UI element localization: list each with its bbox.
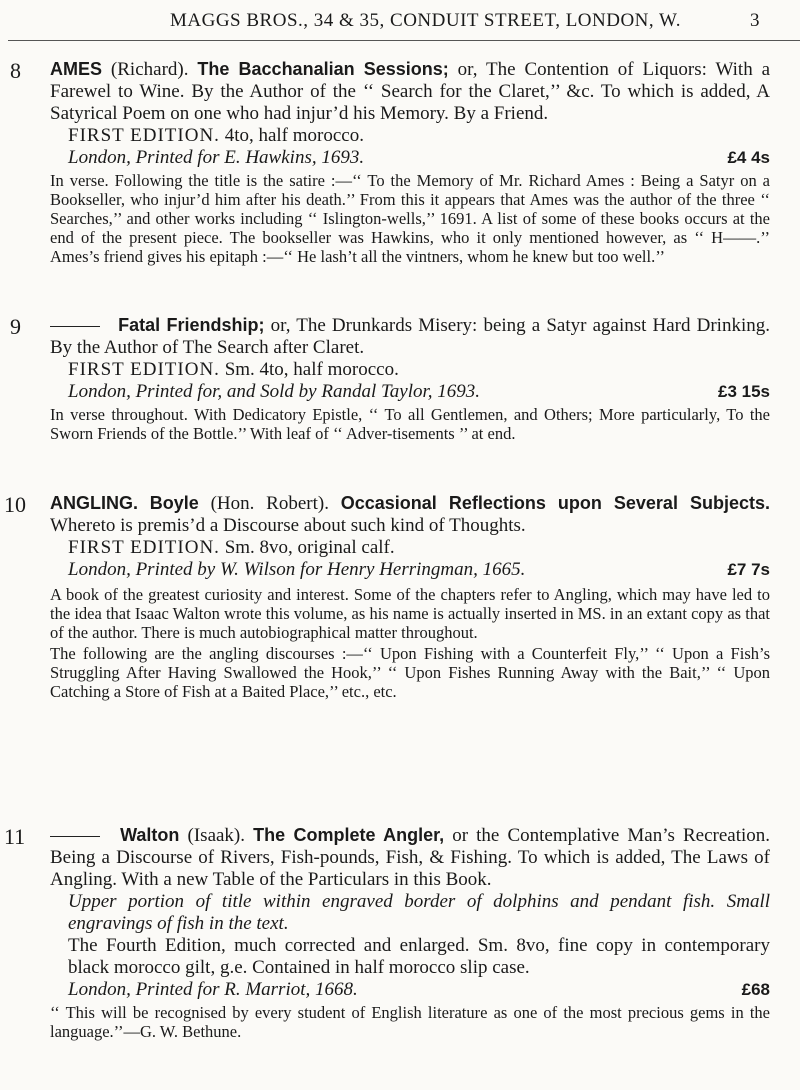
author-name: Boyle [149,493,199,513]
book-title: The Complete Angler, [253,825,445,845]
author-name: Walton [120,825,180,845]
header-rule [8,40,800,41]
book-title-rest: Whereto is premis’d a Discourse about such kind of Thoughts. [50,515,526,536]
edition: FIRST EDITION. [68,359,220,380]
entry-note: In verse throughout. With Dedicatory Epistle, ‘‘ To all Gentlemen, and Others; More particularly, To the Sworn Friends of the Bottle.’’ With leaf of ‘‘ Adver-tisements ’’ at end. [50,405,770,443]
book-title: Fatal Friendship; [118,315,265,335]
book-title: The Bacchanalian Sessions; [197,59,449,79]
book-title: Occasional Reflections upon Several Subjects. [340,493,770,513]
ditto-dash [50,326,100,327]
author-detail: (Hon. Robert). [210,493,329,514]
format: Sm. 4to, half morocco. [224,359,399,380]
ditto-dash [50,836,100,837]
entry-body [50,492,770,701]
author-detail: (Richard). [110,59,189,80]
author-name: AMES [50,59,103,79]
running-header [170,10,760,32]
entry-number: 10 [4,492,26,517]
entry-body [50,314,770,443]
entry-note-2: The following are the angling discourses :—‘‘ Upon Fishing with a Counterfeit Fly,’’ ‘‘ Upon a Fish’s Struggling After Having Swallowed the Hook,’’ ‘‘ Upon Fishes Running Away with the Bait,’’ ‘‘ Upon Catching a Store of Fish at a Baited Place,’’ etc., etc. [50,644,770,701]
book-description: Upper portion of title within engraved border of dolphins and pendant fish. Small engravings of fish in the text. [68,891,770,934]
imprint: London, Printed for, and Sold by Randal Taylor, 1693. [68,381,481,402]
entry-note: In verse. Following the title is the satire :—‘‘ To the Memory of Mr. Richard Ames : Being a Satyr on a Bookseller, who injur’d him after his death.’’ From this it appears that Ames was the author of the three ‘‘ Searches,’’ and other works including ‘‘ Islington-wells,’’ 1691. A list of some of these books occurs at the end of the present piece. The bookseller was Hawkins, who it only mentioned however, as ‘‘ H——.’’ Ames’s friend gives his epitaph :—‘‘ He lash’t all the vintners, whom he knew but too well.’’ [50,171,770,266]
imprint: London, Printed by W. Wilson for Henry Herringman, 1665. [68,559,526,580]
entry-body [50,58,770,266]
imprint: London, Printed for R. Marriot, 1668. [68,979,358,1000]
entry-note: A book of the greatest curiosity and interest. Some of the chapters refer to Angling, which may have led to the idea that Isaac Walton wrote this volume, as his name is actually inserted in MS. in an extant copy as that of the author. There is much autobiographical matter throughout. [50,585,770,642]
format: Sm. 8vo, original calf. [224,537,395,558]
edition: FIRST EDITION. [68,125,220,146]
edition-line: The Fourth Edition, much corrected and enlarged. Sm. 8vo, fine copy in contemporary black morocco gilt, g.e. Contained in half morocco slip case. [68,935,770,978]
entry-body [50,824,770,1041]
edition: FIRST EDITION. [68,537,220,558]
header-title: MAGGS BROS., 34 & 35, CONDUIT STREET, LONDON, W. [170,10,681,31]
entry-number: 11 [4,824,26,849]
entry-number: 8 [10,58,21,83]
author-detail: (Isaak). [187,825,246,846]
format: 4to, half morocco. [224,125,364,146]
price: £7 7s [727,560,770,579]
subject-heading: ANGLING. [50,493,138,513]
entry-note: ‘‘ This will be recognised by every student of English literature as one of the most precious gems in the language.’’—G. W. Bethune. [50,1003,770,1041]
imprint: London, Printed for E. Hawkins, 1693. [68,147,365,168]
price: £68 [741,980,770,999]
book-title-rest: or the Contemplative Man’s Recreation. Being a Discourse of Rivers, Fish-pounds, Fish, & Fishing. To which is added, The Laws of Angling. With a new Table of the Particulars in this Book. [50,825,771,890]
page-number: 3 [750,10,760,31]
book-title-rest: or, The Contention of Liquors: With a Farewel to Wine. By the Author of the ‘‘ Search for the Claret,’’ &c. To which is added, A Satyrical Poem on one who had injur’d his Memory. By a Friend. [50,59,771,124]
entry-number: 9 [10,314,21,339]
book-title-rest: or, The Drunkards Misery: being a Satyr against Hard Drinking. By the Author of The Search after Claret. [50,315,770,358]
price: £3 15s [718,382,770,401]
price: £4 4s [727,148,770,167]
